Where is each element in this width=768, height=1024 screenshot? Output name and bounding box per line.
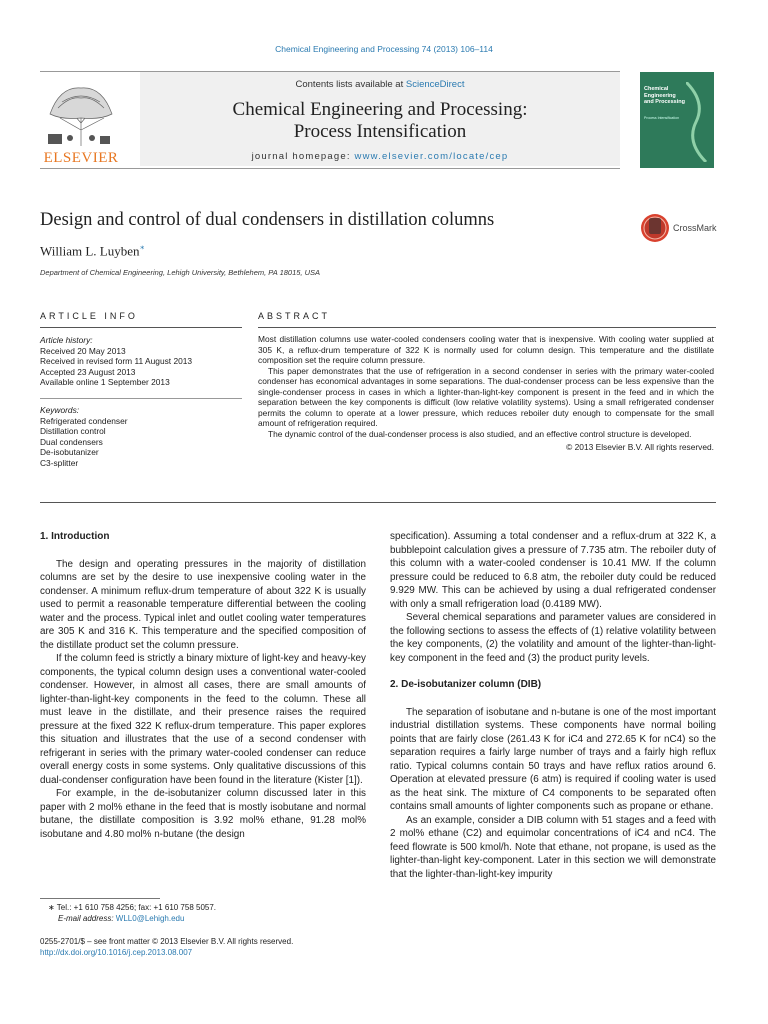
crossmark-label: CrossMark: [673, 223, 717, 233]
abstract-rule-top: [258, 327, 716, 328]
abstract-body: [258, 334, 714, 453]
contents-prefix: Contents lists available at: [295, 79, 406, 90]
article-title: Design and control of dual condensers in distillation columns: [40, 210, 495, 230]
section-2-title: 2. De-isobutanizer column (DIB): [390, 679, 542, 690]
journal-homepage: [140, 151, 620, 162]
history-received: Received 20 May 2013: [40, 345, 126, 356]
body-left-column: [40, 530, 366, 841]
keyword-item: Distillation control: [40, 426, 106, 436]
keyword-item: De-isobutanizer: [40, 447, 99, 457]
keyword-item: Refrigerated condenser: [40, 415, 128, 426]
homepage-link[interactable]: www.elsevier.com/locate/cep: [354, 151, 509, 162]
journal-title: [140, 99, 620, 143]
homepage-label: journal homepage:: [251, 151, 355, 162]
abstract-paragraph: Most distillation columns use water-cooled condensers cooling water that is inexpensive. With cooling water supplied at 305 K, a reflux-drum temperature of 322 K is normally used for column design. This temperature and the distillate composition set the require column pressure.: [258, 334, 714, 365]
keywords-block: [40, 405, 244, 468]
journal-title-line1: Chemical Engineering and Processing:: [232, 99, 528, 120]
body-paragraph: For example, in the de-isobutanizer column discussed later in this paper with 2 mol% ethane in the feed that is mostly isobutane and normal butane, the distillate composition is 3.92 mol% ethane, 91.28 mol% isobutane and 4.80 mol% n-butane (the design: [40, 788, 366, 840]
journal-title-line2: Process Intensification: [293, 121, 467, 142]
author-name-text: William L. Luyben: [40, 243, 140, 259]
header-bottom-rule: [40, 168, 620, 169]
abstract-copyright: © 2013 Elsevier B.V. All rights reserved.: [566, 442, 714, 452]
history-accepted: Accepted 23 August 2013: [40, 366, 136, 377]
journal-cover-image[interactable]: [640, 72, 714, 168]
body-paragraph: Several chemical separations and parameter values are considered in the following sections to assess the effects of (1) relative volatility between the key components, (2) the volatility and amount of the lighter-than-light-key component in the feed and (3) the product purity levels.: [390, 612, 716, 664]
crossmark-icon: [640, 212, 670, 244]
author-footnote: [48, 903, 368, 924]
email-label: E-mail address:: [58, 913, 116, 923]
article-info-heading: ARTICLE INFO: [40, 311, 138, 321]
body-right-column: [390, 530, 716, 881]
abstract-heading: ABSTRACT: [258, 311, 331, 321]
crossmark-badge[interactable]: [640, 212, 740, 246]
footnote-rule: [40, 898, 160, 899]
front-matter: [40, 937, 380, 958]
history-label: Article history:: [40, 335, 93, 345]
body-paragraph: specification). Assuming a total condenser and a reflux-drum at 322 K, a bubblepoint calculation gives a pressure of 7.735 atm. The reboiler duty of this column with a water-cooled condenser is 10.41 MW. If the column pressure could be reduced to 6.8 atm, the reboiler duty could be reduced 9.929 MW. This can be achieved by using a dual refrigerated condenser with only a small refrigeration load (0.4189 MW).: [390, 531, 716, 610]
journal-citation[interactable]: Chemical Engineering and Processing 74 (2013) 106–114: [275, 44, 493, 54]
info-rule-mid: [40, 398, 242, 399]
author-name: [40, 243, 145, 259]
info-rule-top: [40, 327, 242, 328]
keyword-item: Dual condensers: [40, 436, 103, 447]
abstract-paragraph: This paper demonstrates that the use of refrigeration in a second condenser in series with the primary water-cooled condenser has economical advantages in some separations. The dual-condenser process can be less expensive than the single-condenser process in cases in which a lighter-than-light-key component is present in the feed and in which the separation between the key components is difficult (low relative volatility systems). Using a small refrigerated condenser permits the column to operate at a lower pressure, which reduces reboiler duty enough to compensate for the small amount of refrigeration required.: [258, 365, 714, 428]
author-email-link[interactable]: WLL0@Lehigh.edu: [115, 913, 185, 923]
keyword-item: C3-splitter: [40, 457, 79, 468]
body-paragraph: As an example, consider a DIB column with 51 stages and a feed with 2 mol% ethane (C2) and equimolar concentrations of iC4 and nC4. The feed flowrate is 500 kmol/h. Note that ethane, not propane, is used as the lighter-than-light key-component. Later in this section we will demonstrate that the lighter-than-light-key impurity: [390, 814, 716, 880]
cover-title: Chemical Engineering and Processing: [644, 86, 685, 105]
abstract-rule-bottom: [40, 502, 716, 503]
author-affiliation: Department of Chemical Engineering, Lehigh University, Bethlehem, PA 18015, USA: [40, 268, 321, 277]
body-paragraph: The separation of isobutane and n-butane is one of the most important industrial distillation systems. These components have normal boiling points that are fairly close (261.43 K for iC4 and 272.65 K for nC4) so the separation requires a fairly large number of trays and a fairly high reflux ratio. Typical columns contain 50 trays and have reflux ratios around 6. Operation at elevated pressure (6 atm) is required if cooling water is used as the heat sink. The mixture of C4 components to be separated often contains small amounts of lighter components such as propane or ethane.: [390, 706, 716, 812]
issn-line: 0255-2701/$ – see front matter © 2013 Elsevier B.V. All rights reserved.: [40, 937, 294, 946]
contents-line: [140, 79, 620, 90]
article-history: [40, 335, 244, 388]
section-1-title: 1. Introduction: [40, 531, 110, 542]
body-paragraph: If the column feed is strictly a binary mixture of light-key and heavy-key components, the typical column design uses a conventional water-cooled condenser. However, in almost all cases, there are small amounts of lighter-than-light-key components in the feed to the column. These all must leave in the distillate, and their presence raises the required pressure at the fixed 322 K reflux-drum temperature. This paper explores this situation and illustrates that the use of a second condenser with refrigerant in series with the primary water-cooled condenser can reduce overall energy costs in some systems. Only qualitative discussions of this dual-condenser configuration have been found in the literature (Kister [1]).: [40, 653, 366, 786]
publisher-wordmark: ELSEVIER: [43, 150, 119, 166]
keywords-label: Keywords:: [40, 405, 80, 415]
body-paragraph: The design and operating pressures in the majority of distillation columns are set by the desire to use inexpensive cooling water in the condenser. A minimum reflux-drum temperature of about 322 K is usually used to permit a reasonable temperature differential between the cooling water and the process. Typical inlet and outlet cooling water temperatures are 305 K and 316 K. This temperature and the specified composition of the distillate product set the column pressure.: [40, 558, 366, 651]
footnote-tel: ∗ Tel.: +1 610 758 4256; fax: +1 610 758 5057.: [48, 903, 217, 912]
author-footnote-mark[interactable]: ∗: [139, 243, 145, 252]
history-online: Available online 1 September 2013: [40, 377, 170, 387]
doi-link[interactable]: http://dx.doi.org/10.1016/j.cep.2013.08.007: [40, 947, 193, 957]
history-revised: Received in revised form 11 August 2013: [40, 356, 193, 366]
sciencedirect-link[interactable]: ScienceDirect: [405, 79, 465, 90]
cover-subtitle: Process Intensification: [644, 116, 680, 120]
abstract-paragraph: The dynamic control of the dual-condenser process is also studied, and an effective control structure is developed.: [268, 428, 692, 439]
